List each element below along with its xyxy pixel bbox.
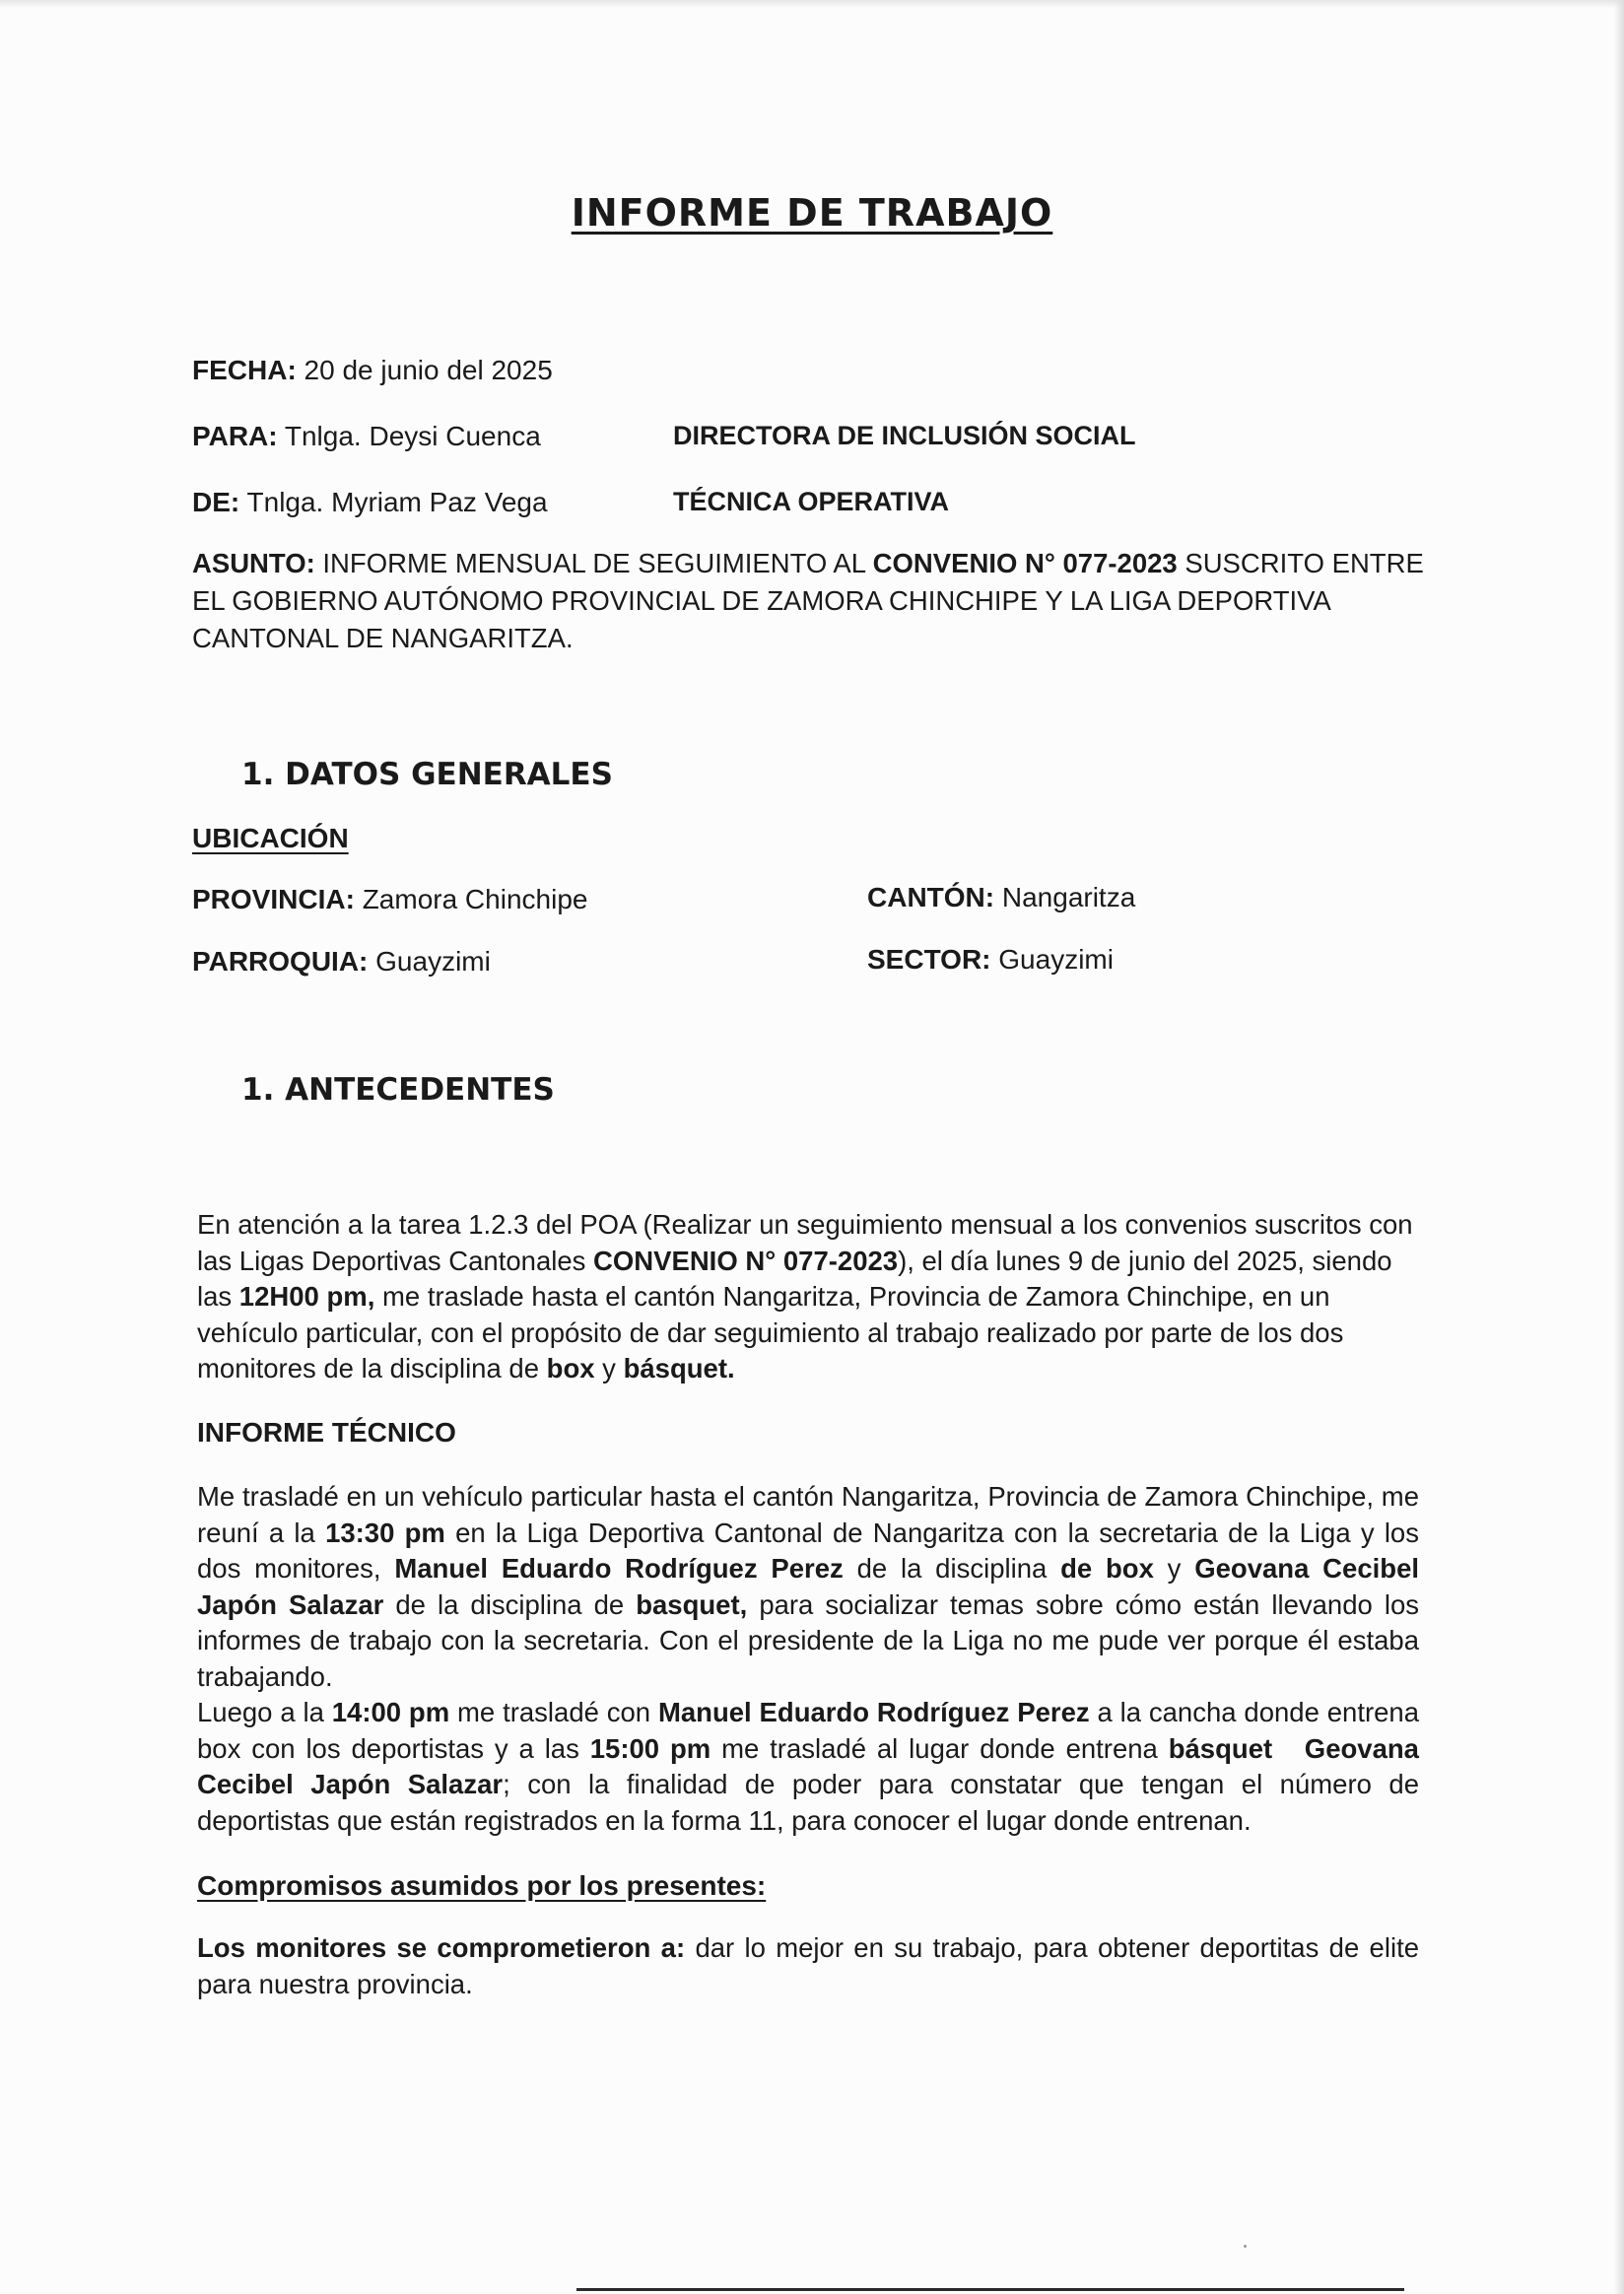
antecedentes-heading: 1. ANTECEDENTES bbox=[241, 1072, 555, 1108]
fecha-line: FECHA: 20 de junio del 2025 bbox=[192, 355, 553, 385]
canton-line: CANTÓN: Nangaritza bbox=[867, 882, 1136, 912]
asunto-block: ASUNTO: INFORME MENSUAL DE SEGUIMIENTO AL CONVENIO N° 077-2023 SUSCRITO ENTRE EL GOBIERNO AUTÓNOMO PROVINCIAL DE ZAMORA CHINCHIPE Y LA LIGA DEPORTIVA CANTONAL DE NANGARITZA. bbox=[192, 548, 1424, 653]
datos-generales-heading: 1. DATOS GENERALES bbox=[241, 757, 613, 792]
para-role: DIRECTORA DE INCLUSIÓN SOCIAL bbox=[673, 421, 1136, 450]
de-line: DE: Tnlga. Myriam Paz Vega bbox=[192, 487, 548, 517]
informe-tecnico-heading: INFORME TÉCNICO bbox=[197, 1417, 456, 1448]
provincia-line: PROVINCIA: Zamora Chinchipe bbox=[192, 884, 588, 914]
para-line: PARA: Tnlga. Deysi Cuenca bbox=[192, 421, 541, 451]
compromisos-heading: Compromisos asumidos por los presentes: bbox=[197, 1870, 767, 1901]
de-role: TÉCNICA OPERATIVA bbox=[673, 487, 950, 516]
informe-tecnico-paragraph: Me trasladé en un vehículo particular hasta el cantón Nangaritza, Provincia de Zamora Chinchipe, me reuní a la 13:30 pm en la Liga Deportiva Cantonal de Nangaritza con la secretaria de la Liga y los dos monitores, Manuel Eduardo Rodríguez Perez de la disciplina de box y Geovana Cecibel Japón Salazar de la disciplina de basquet, para socializar temas sobre cómo están llevando los informes de trabajo con la secretaria. Con el presidente de la Liga no me pude ver porque él estaba trabajando. Luego a la 14:00 pm me trasladé con Manuel Eduardo Rodríguez Perez a la cancha donde entrena box con los deportistas y a las 15:00 pm me trasladé al lugar donde entrena básquet Geovana Cecibel Japón Salazar; con la finalidad de poder para constatar que tengan el número de deportistas que están registrados en la forma 11, para conocer el lugar donde entrenan. bbox=[197, 1481, 1427, 1836]
document-title: INFORME DE TRABAJO bbox=[571, 191, 1053, 235]
antecedentes-paragraph: En atención a la tarea 1.2.3 del POA (Realizar un seguimiento mensual a los convenios suscritos con las Ligas Deportivas Cantonales CONVENIO N° 077-2023), el día lunes 9 de junio del 2025, siendo las 12H00 pm, me traslade hasta el cantón Nangaritza, Provincia de Zamora Chinchipe, en un vehículo particular, con el propósito de dar seguimiento al trabajo realizado por parte de los dos monitores de la disciplina de box y básquet. bbox=[197, 1209, 1413, 1383]
sector-line: SECTOR: Guayzimi bbox=[867, 944, 1114, 975]
ubicacion-label: UBICACIÓN bbox=[192, 823, 349, 853]
scan-edge-line bbox=[576, 2288, 1404, 2291]
compromisos-paragraph: Los monitores se comprometieron a: dar lo mejor en su trabajo, para obtener deportitas de elite para nuestra provincia. bbox=[197, 1932, 1420, 1999]
parroquia-line: PARROQUIA: Guayzimi bbox=[192, 946, 491, 977]
scan-speck bbox=[1244, 2245, 1247, 2248]
